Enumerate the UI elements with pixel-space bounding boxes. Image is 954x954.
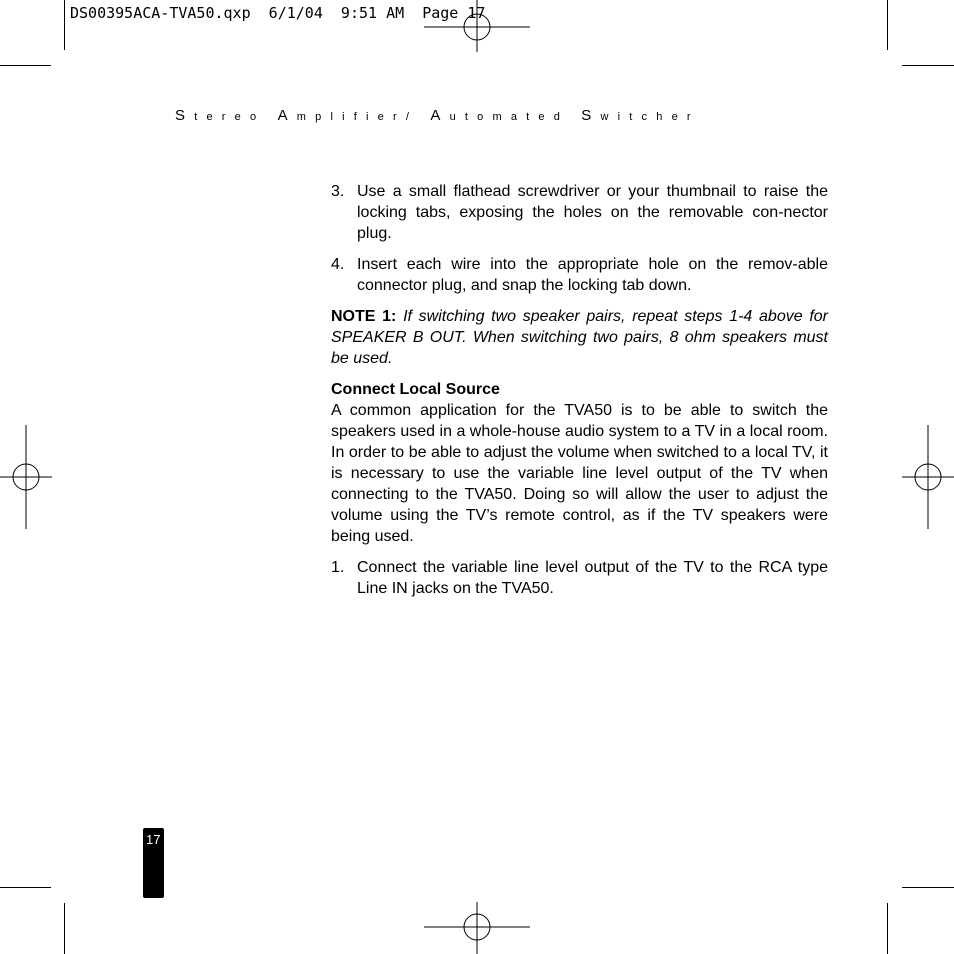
crop-mark xyxy=(0,65,51,66)
list-item xyxy=(331,254,828,296)
crop-mark xyxy=(887,0,888,50)
page-number-tab xyxy=(143,828,164,898)
list-item xyxy=(331,181,828,244)
note xyxy=(331,306,828,369)
crop-mark xyxy=(0,887,51,888)
step-text: Use a small flathead screwdriver or your thumbnail to raise the locking tabs, exposing the holes on the removable con-nector plug. xyxy=(357,183,828,242)
step-text: Insert each wire into the appropriate hole on the remov-able connector plug, and snap the locking tab down. xyxy=(357,256,828,294)
step-text: Connect the variable line level output of the TV to the RCA type Line IN jacks on the TVA50. xyxy=(357,559,828,597)
registration-mark-bottom xyxy=(424,902,530,954)
printer-slug: DS00395ACA-TVA50.qxp 6/1/04 9:51 AM Page 17 xyxy=(70,4,486,22)
text-column xyxy=(331,181,828,609)
note-body: If switching two speaker pairs, repeat steps 1-4 above for SPEAKER B OUT. When switching two pairs, 8 ohm speakers must be used. xyxy=(331,308,828,367)
step-number: 4. xyxy=(331,256,345,273)
registration-mark-top xyxy=(424,0,530,52)
note-label: NOTE 1: xyxy=(331,308,397,325)
list-item xyxy=(331,557,828,599)
crop-mark xyxy=(887,903,888,954)
crop-mark xyxy=(64,903,65,954)
crop-mark xyxy=(902,65,954,66)
section-paragraph: A common application for the TVA50 is to be able to switch the speakers used in a whole-house audio system to a TV in a local room. In order to be able to adjust the volume when switched to a local TV, it is necessary to use the variable line level output of the TV when connecting to the TVA50. Doing so will allow the user to adjust the volume using the TV’s remote control, as if the TV speakers were being used. xyxy=(331,402,828,545)
step-number: 1. xyxy=(331,559,345,576)
crop-mark xyxy=(902,887,954,888)
crop-mark xyxy=(64,0,65,50)
step-number: 3. xyxy=(331,183,345,200)
registration-mark-right xyxy=(902,425,954,529)
section-heading: Connect Local Source xyxy=(331,381,500,398)
page-number: 17 xyxy=(146,832,161,847)
running-head: Stereo Amplifier/ Automated Switcher xyxy=(175,107,700,124)
registration-mark-left xyxy=(0,425,52,529)
